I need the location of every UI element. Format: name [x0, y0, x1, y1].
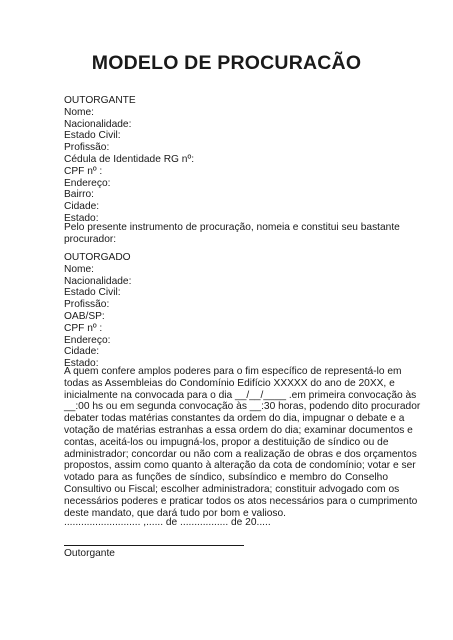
date-line: ........................... ,...... de ................. de 20.....: [64, 517, 271, 528]
outorgante-field-civil-status: Estado Civil:: [64, 130, 121, 142]
outorgante-field-address: Endereço:: [64, 177, 111, 189]
powers-line: propostos, assim como quanto à alteração da cota de condomínio; votar e ser: [64, 460, 416, 472]
outorgante-field-name: Nome:: [64, 106, 95, 118]
powers-line: administrador; concordar ou não com a realização de obras e dos orçamentos: [64, 448, 417, 460]
powers-line: A quem confere amplos poderes para o fim específico de representá-lo em: [64, 366, 402, 377]
outorgante-field-nationality: Nacionalidade:: [64, 118, 132, 130]
intro-line: Pelo presente instrumento de procuração, nomeia e constitui seu bastante: [64, 222, 400, 233]
powers-line: votado para as funções de síndico, subsíndico e membro do Conselho: [64, 472, 388, 484]
document-title: MODELO DE PROCURACÃO: [91, 52, 362, 74]
signature-line: [64, 545, 244, 546]
powers-line: Consultivo ou Fiscal; escolher administradora; constituir advogado com os: [64, 483, 400, 495]
outorgante-field-profession: Profissão:: [64, 142, 110, 154]
signature-label: Outorgante: [64, 548, 115, 559]
intro-paragraph: [64, 222, 400, 246]
outorgado-field-nationality: Nacionalidade:: [64, 275, 132, 287]
powers-line: deste mandato, que dará tudo por bom e valioso.: [64, 507, 287, 519]
powers-line: todas as Assembleias do Condomínio Edifício XXXXX do ano de 20XX, e: [64, 377, 395, 389]
outorgante-field-city: Cidade:: [64, 201, 100, 213]
outorgado-field-city: Cidade:: [64, 346, 100, 358]
outorgante-field-state: Estado:: [64, 212, 99, 224]
powers-paragraph: [64, 366, 421, 519]
outorgante-heading: OUTORGANTE: [64, 95, 136, 106]
outorgado-field-cpf: CPF nº :: [64, 322, 103, 334]
outorgado-heading: OUTORGADO: [64, 252, 131, 263]
powers-line: debater todas matérias constantes da ordem do dia, impugnar o debate e a: [64, 413, 405, 425]
outorgante-field-district: Bairro:: [64, 189, 95, 201]
outorgado-field-civil-status: Estado Civil:: [64, 287, 121, 299]
outorgado-field-profession: Profissão:: [64, 299, 110, 311]
outorgado-field-oab: OAB/SP:: [64, 310, 105, 322]
powers-line: inicialmente na convocada para o dia __/__/____ .em primeira convocação às: [64, 389, 417, 401]
outorgante-field-rg: Cédula de Identidade RG nº:: [64, 153, 195, 165]
powers-line: necessários poderes e praticar todos os atos necessários para o cumprimento: [64, 495, 418, 507]
outorgado-block: [64, 252, 388, 370]
outorgado-field-name: Nome:: [64, 263, 95, 275]
intro-line: procurador:: [64, 233, 117, 245]
outorgante-field-cpf: CPF nº :: [64, 165, 103, 177]
outorgado-field-address: Endereço:: [64, 334, 111, 346]
powers-line: __:00 hs ou em segunda convocação às __:30 horas, podendo dito procurador: [64, 401, 421, 413]
outorgado-field-state: Estado:: [64, 358, 99, 370]
powers-line: votação de matérias estranhas a essa ordem do dia; examinar documentos e: [64, 424, 413, 436]
powers-line: contas, aceitá-los ou impugná-los, propor a destituição de síndico ou de: [64, 436, 389, 448]
outorgante-block: [64, 95, 388, 225]
